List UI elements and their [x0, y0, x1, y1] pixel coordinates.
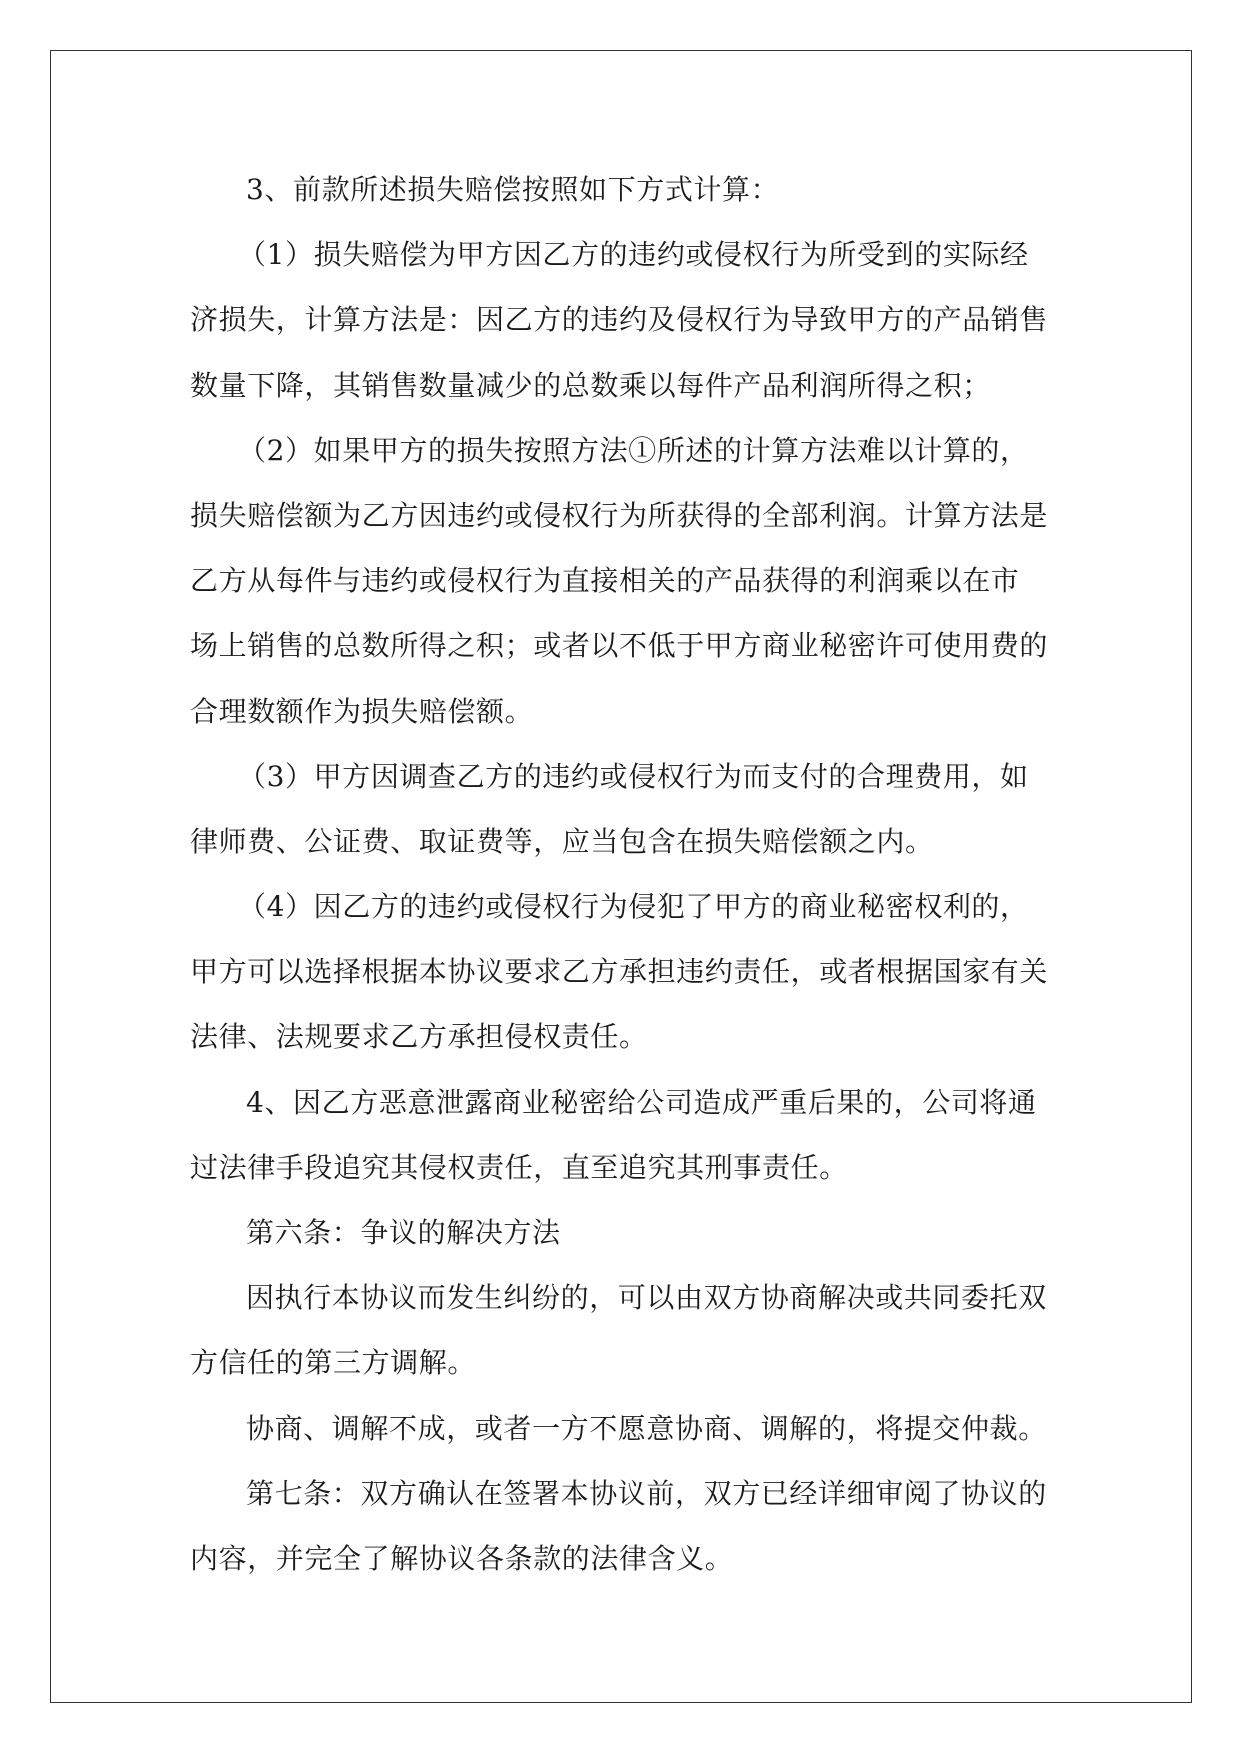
- clause-4-line-2: 过法律手段追究其侵权责任，直至追究其刑事责任。: [190, 1150, 848, 1184]
- article-6-heading: 第六条：争议的解决方法: [246, 1216, 561, 1249]
- item-2-line-4: 场上销售的总数所得之积；或者以不低于甲方商业秘密许可使用费的: [190, 629, 1049, 663]
- item-1-line-3: 数量下降，其销售数量减少的总数乘以每件产品利润所得之积；: [190, 368, 991, 402]
- item-1-line-2: 济损失，计算方法是：因乙方的违约及侵权行为导致甲方的产品销售: [190, 303, 1049, 337]
- article-7-line-1: 第七条：双方确认在签署本协议前，双方已经详细审阅了协议的: [246, 1476, 1047, 1510]
- item-3-line-2: 律师费、公证费、取证费等，应当包含在损失赔偿额之内。: [190, 824, 934, 858]
- article-6-para-1-line-1: 因执行本协议而发生纠纷的，可以由双方协商解决或共同委托双: [246, 1281, 1047, 1315]
- clause-4-line-1: 4、因乙方恶意泄露商业秘密给公司造成严重后果的，公司将通: [246, 1085, 1037, 1119]
- article-6-para-1-line-2: 方信任的第三方调解。: [190, 1346, 477, 1380]
- item-2-line-5: 合理数额作为损失赔偿额。: [190, 694, 534, 728]
- document-body: [190, 157, 1060, 1591]
- item-4-line-2: 甲方可以选择根据本协议要求乙方承担违约责任，或者根据国家有关: [190, 955, 1049, 989]
- item-2-line-3: 乙方从每件与违约或侵权行为直接相关的产品获得的利润乘以在市: [190, 564, 1020, 598]
- item-2-line-2: 损失赔偿额为乙方因违约或侵权行为所获得的全部利润。计算方法是: [190, 498, 1049, 532]
- item-1-line-1: （1）损失赔偿为甲方因乙方的违约或侵权行为所受到的实际经: [238, 238, 1029, 272]
- item-4-line-1: （4）因乙方的违约或侵权行为侵犯了甲方的商业秘密权利的，: [238, 890, 1029, 924]
- clause-3-heading: 3、前款所述损失赔偿按照如下方式计算：: [246, 173, 780, 206]
- article-7-line-2: 内容，并完全了解协议各条款的法律含义。: [190, 1541, 734, 1575]
- item-4-line-3: 法律、法规要求乙方承担侵权责任。: [190, 1020, 648, 1054]
- article-6-para-2: 协商、调解不成，或者一方不愿意协商、调解的，将提交仲裁。: [246, 1411, 1047, 1445]
- item-2-line-1: （2）如果甲方的损失按照方法①所述的计算方法难以计算的，: [238, 433, 1029, 467]
- item-3-line-1: （3）甲方因调查乙方的违约或侵权行为而支付的合理费用，如: [238, 759, 1029, 793]
